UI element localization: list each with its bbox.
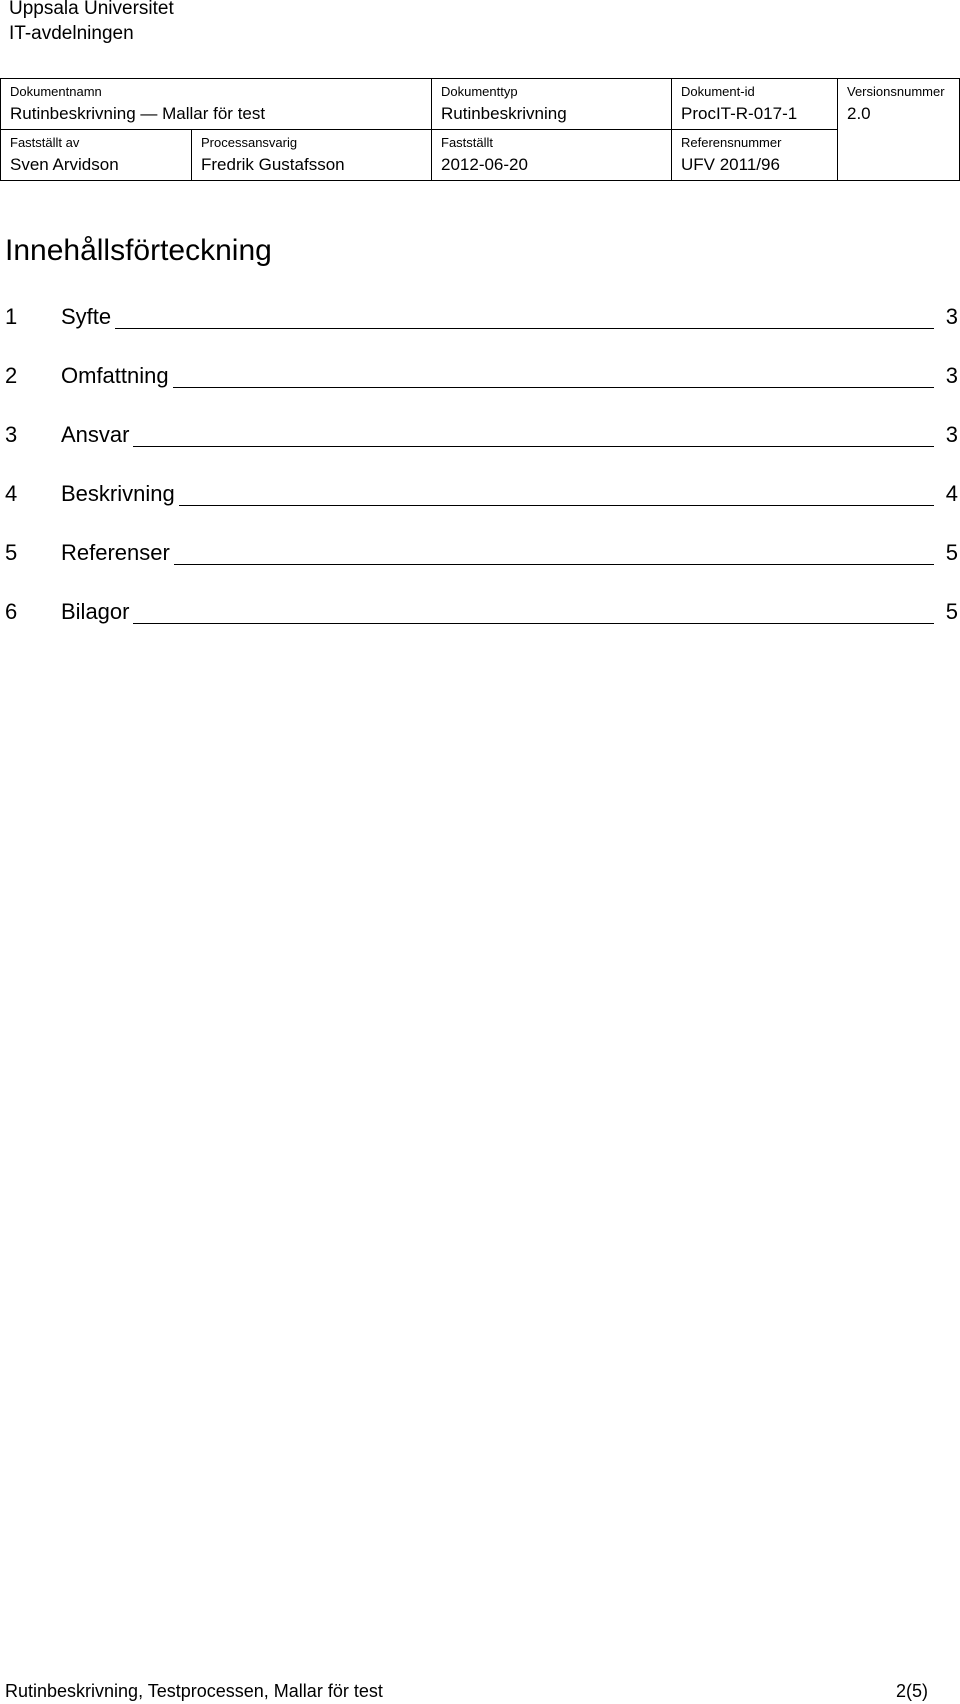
document-metadata-table [0, 78, 960, 181]
metadata-value: Sven Arvidson [10, 155, 119, 174]
metadata-cell-process-owner [192, 130, 432, 181]
page-footer [5, 1680, 928, 1702]
toc-entry[interactable] [5, 599, 960, 658]
toc-entry-text: Referenser [61, 540, 170, 565]
toc-entry-number: 4 [5, 481, 18, 506]
toc-entry-page: 3 [945, 422, 958, 447]
metadata-cell-document-id [672, 79, 838, 130]
toc-leader-line [179, 481, 934, 506]
toc-entry-text: Bilagor [61, 599, 130, 624]
metadata-label: Fastställt av [10, 135, 80, 150]
metadata-label: Dokumentnamn [10, 84, 102, 99]
footer-document-title: Rutinbeskrivning, Testprocessen, Mallar för test [5, 1681, 383, 1701]
toc-entry-number: 2 [5, 363, 18, 388]
metadata-label: Dokument-id [681, 84, 755, 99]
toc-entry-text: Omfattning [61, 363, 169, 388]
metadata-value: 2012-06-20 [441, 155, 528, 174]
toc-entry-number: 1 [5, 304, 18, 329]
toc-entry[interactable] [5, 481, 960, 540]
metadata-label: Processansvarig [201, 135, 298, 150]
table-of-contents [5, 304, 960, 658]
toc-entry-text: Syfte [61, 304, 112, 329]
toc-entry-page: 5 [945, 599, 958, 624]
toc-leader-line [173, 363, 934, 388]
toc-entry[interactable] [5, 422, 960, 481]
metadata-value: Fredrik Gustafsson [201, 155, 345, 174]
metadata-value: 2.0 [847, 104, 871, 123]
metadata-cell-reference-number [672, 130, 838, 181]
metadata-value: UFV 2011/96 [681, 155, 780, 174]
toc-entry-page: 3 [945, 304, 958, 329]
metadata-row [1, 130, 960, 181]
metadata-label: Fastställt [441, 135, 494, 150]
toc-entry-text: Beskrivning [61, 481, 175, 506]
toc-leader-line [133, 422, 934, 447]
toc-entry[interactable] [5, 304, 960, 363]
toc-entry-number: 6 [5, 599, 18, 624]
toc-entry-page: 3 [945, 363, 958, 388]
metadata-value: ProcIT-R-017-1 [681, 104, 798, 123]
metadata-cell-document-type [432, 79, 672, 130]
toc-entry-number: 5 [5, 540, 18, 565]
metadata-cell-approved-date [432, 130, 672, 181]
toc-leader-line [115, 304, 934, 329]
metadata-label: Referensnummer [681, 135, 782, 150]
metadata-cell-version [838, 79, 960, 130]
toc-entry-number: 3 [5, 422, 18, 447]
toc-leader-line [133, 599, 934, 624]
metadata-label: Dokumenttyp [441, 84, 518, 99]
metadata-row [1, 79, 960, 130]
toc-leader-line [174, 540, 934, 565]
organization-name: Uppsala Universitet [9, 0, 174, 19]
metadata-value: Rutinbeskrivning — Mallar för test [10, 104, 266, 123]
metadata-value: Rutinbeskrivning [441, 104, 567, 123]
toc-entry[interactable] [5, 363, 960, 422]
metadata-cell-approved-by [1, 130, 192, 181]
metadata-cell-empty [838, 130, 960, 181]
footer-page-number: 2(5) [895, 1681, 928, 1701]
metadata-cell-document-name [1, 79, 432, 130]
metadata-label: Versionsnummer [847, 84, 945, 99]
toc-entry[interactable] [5, 540, 960, 599]
department-name: IT-avdelningen [9, 23, 134, 44]
toc-entry-page: 4 [945, 481, 958, 506]
toc-title: Innehållsförteckning [5, 234, 272, 267]
toc-entry-text: Ansvar [61, 422, 130, 447]
toc-entry-page: 5 [945, 540, 958, 565]
